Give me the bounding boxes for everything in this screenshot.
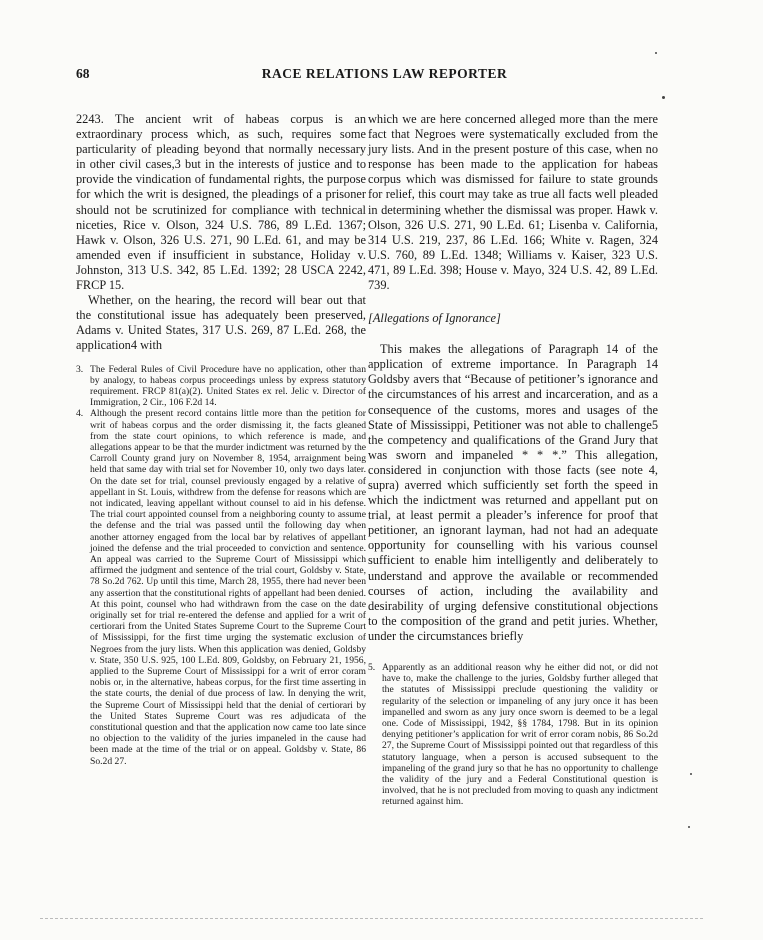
page-header bbox=[76, 66, 693, 84]
footnote-text: The Federal Rules of Civil Procedure have no application, other than by analogy, to habeas corpus proceedings unless by express statutory requirement. FRCP 81(a)(2). United States ex rel. Jelic v. Director of Immigration, 2 Cir., 106 F.2d 14. bbox=[90, 363, 366, 409]
scan-speck bbox=[655, 52, 657, 54]
section-heading: [Allegations of Ignorance] bbox=[368, 311, 501, 326]
scan-bottom-edge bbox=[40, 918, 703, 919]
footnote-number: 5. bbox=[368, 662, 376, 673]
left-column bbox=[76, 112, 366, 767]
right-body-text-top bbox=[368, 112, 658, 293]
scan-speck bbox=[690, 773, 692, 775]
body-paragraph: Whether, on the hearing, the record will bear out that the constitutional issue has adequately been preserved, Adams v. United States, 317 U.S. 269, 87 L.Ed. 268, the application4 with bbox=[76, 293, 366, 353]
footnote-text: Although the present record contains little more than the petition for writ of habeas corpus and the order dismissing it, the facts gleaned from the state court opinions, to which reference is made, and allegations appear to be that the murder indictment was returned by the Carroll County grand jury on November 8, 1954, arraignment being held that same day with trial set for November 10, only two days later. On the date set for trial, counsel previously engaged by a relative of appellant in St. Louis, withdrew from the defense for reasons which are not indicated, leaving appellant without counsel to aid in his defense. The trial court appointed counsel from a neighboring county to assume the defense and the trial was passed until the following day when another attorney engaged from the local bar by relatives of appellant joined the defense and the trial proceeded to conviction and sentence. An appeal was carried to the Supreme Court of Mississippi which affirmed the judgment and sentence of the trial court, Goldsby v. State, 78 So.2d 762. Up until this time, March 28, 1955, there had never been any assertion that the constitutional rights of appellant had been denied. At this point, counsel who had withdrawn from the case on the date originally set for trial re-entered the defense and applied for a writ of certiorari from the United States Supreme Court to the Supreme Court of Mississippi, for the first time urging the systematic exclusion of Negroes from the jury lists. When this application was denied, Goldsby v. State, 350 U.S. 925, 100 L.Ed. 809, Goldsby, on February 21, 1956, applied to the Supreme Court of Mississippi for a writ of error coram nobis or, in the alternative, habeas corpus, for the first time asserting in the state courts, the denial of due process of law. In denying the writ, the Supreme Court of Mississippi held that the denial of certiorari by the United States Supreme Court was res adjudicata of the constitutional question and that the application now came too late since no objection to the validity of the juries impaneled in the cause had been made at the time of the trial or on appeal. Goldsby v. State, 86 So.2d 27. bbox=[90, 408, 366, 767]
body-paragraph: 2243. The ancient writ of habeas corpus is an extraordinary process which, as such, requires some particularity of pleading beyond that normally necessary in other civil cases,3 but in the interests of justice and to provide the vindication of fundamental rights, the purpose for which the writ is designed, the pleadings of a prisoner should not be scrutinized for compliance with technical niceties, Rice v. Olson, 324 U.S. 786, 89 L.Ed. 1367; Hawk v. Olson, 326 U.S. 271, 90 L.Ed. 61, and may be amended even if insufficient in substance, Holiday v. Johnston, 313 U.S. 342, 85 L.Ed. 1392; 28 USCA 2242, FRCP 15. bbox=[76, 112, 366, 293]
footnote-number: 4. bbox=[76, 408, 84, 420]
footnotes-right bbox=[368, 662, 658, 808]
right-column bbox=[368, 112, 658, 808]
footnote-number: 3. bbox=[76, 363, 84, 375]
body-paragraph: which we are here concerned alleged more than the mere fact that Negroes were systematically excluded from the jury lists. And in the present posture of this case, when no response has been made to the application for habeas corpus which was dismissed for failure to state grounds for relief, this court may take as true all facts well pleaded in determining whether the dismissal was proper. Hawk v. Olson, 326 U.S. 271, 90 L.Ed. 61; Lisenba v. California, 314 U.S. 219, 237, 86 L.Ed. 166; White v. Ragen, 324 U.S. 760, 89 L.Ed. 1348; Williams v. Kaiser, 323 U.S. 471, 89 L.Ed. 398; House v. Mayo, 324 U.S. 42, 89 L.Ed. 739. bbox=[368, 112, 658, 293]
scan-speck bbox=[688, 826, 690, 828]
footnote-5 bbox=[368, 662, 658, 808]
footnote-3 bbox=[76, 364, 366, 409]
right-body-text-bottom bbox=[368, 342, 658, 644]
footnote-text: Apparently as an additional reason why he either did not, or did not have to, make the challenge to the juries, Goldsby further alleged that the statutes of Mississippi preclude questioning the validity or regularity of the selection or impaneling of any jury once it has been impanelled and sworn as any jury once sworn is deemed to be a legal one. Code of Mississippi, 1942, §§ 1784, 1798. But in its opinion denying petitioner’s application for writ of error coram nobis, 86 So.2d 27, the Supreme Court of Mississippi pointed out that regardless of this statutory language, when a person is accused subsequent to the impaneling of the grand jury so that he has no opportunity to challenge the validity of the jury and a Federal Constitutional question is involved, that he is not precluded from moving to quash any indictment returned against him. bbox=[382, 662, 658, 808]
footnote-4 bbox=[76, 408, 366, 767]
left-body-text bbox=[76, 112, 366, 354]
running-head: RACE RELATIONS LAW REPORTER bbox=[261, 66, 508, 81]
body-paragraph: This makes the allegations of Paragraph 14 of the application of extreme importance. In Paragraph 14 Goldsby avers that “Because of petitioner’s ignorance and the circumstances of his arrest and incarceration, and as a consequence of the customs, mores and usages of the State of Mississippi, Petitioner was not able to challenge5 the competency and qualifications of the Grand Jury that was sworn and impaneled * * *.” This allegation, considered in conjunction with those facts (see note 4, supra) averred which sufficiently set forth the speed in which the indictment was returned and appellant put on trial, at least permit a pleader’s inference for proof that petitioner, an ignorant layman, had not had an adequate opportunity for counselling with his various counsel sufficient to enable him intelligently and deliberately to understand and approve the available or recommended courses of action, including the availability and desirability of urging defensive constitutional objections to the composition of the grand and petit juries. Whether, under the circumstances briefly bbox=[368, 342, 658, 643]
page-number: 68 bbox=[76, 66, 90, 81]
footnotes-left bbox=[76, 364, 366, 767]
scan-speck bbox=[662, 96, 665, 99]
